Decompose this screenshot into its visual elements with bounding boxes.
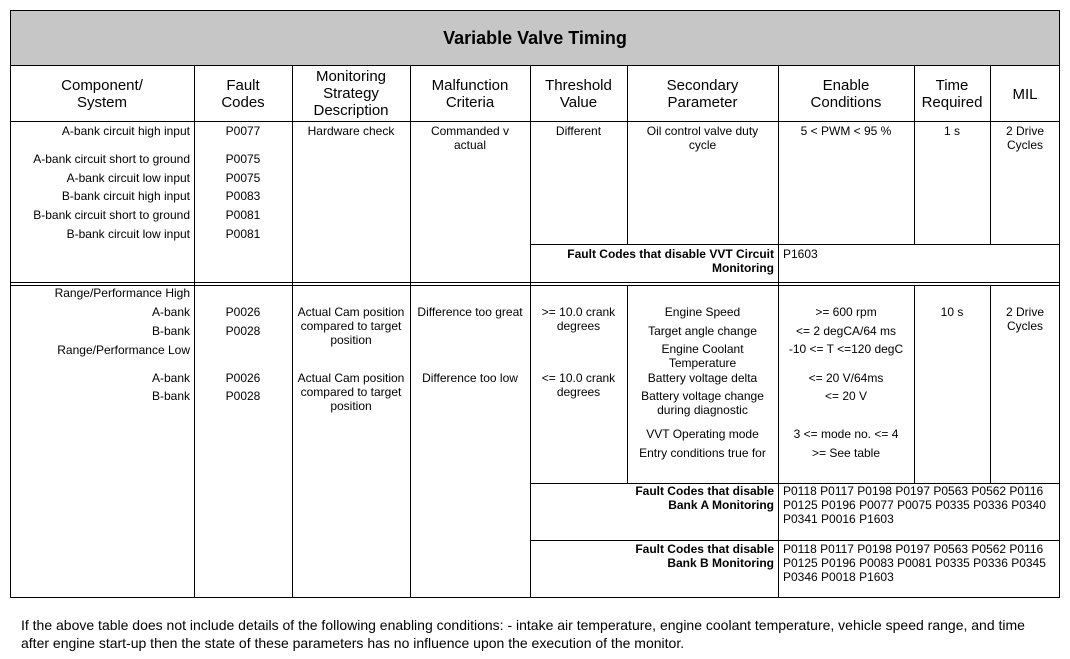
secondary-param: Engine Coolant Temperature: [661, 342, 744, 370]
malfunction-low: Difference too low: [422, 371, 518, 385]
component-item: A-bank circuit high input: [61, 124, 190, 138]
fault-code: P0075: [225, 152, 261, 166]
header-mil: MIL: [1012, 86, 1038, 103]
mil-value: 2 Drive Cycles: [1005, 124, 1044, 152]
secondary-param: VVT Operating mode: [646, 427, 759, 441]
threshold-text: Different: [555, 124, 602, 138]
fault-code: P0077: [225, 124, 261, 138]
range-low-label: Range/Performance Low: [57, 343, 190, 357]
enable-condition: <= 2 degCA/64 ms: [795, 324, 897, 338]
component-item: A-bank circuit short to ground: [33, 152, 190, 166]
secondary-param: Oil control valve duty cycle: [646, 124, 759, 152]
malfunction-text: Commanded v actual: [430, 124, 510, 152]
enable-condition: -10 <= T <=120 degC: [788, 342, 904, 356]
fault-code: P0028: [225, 389, 261, 403]
time-required: 1 s: [943, 124, 960, 138]
enable-condition: >= See table: [811, 446, 881, 460]
secondary-param: Engine Speed: [664, 305, 741, 319]
component-item: B-bank circuit low input: [66, 227, 190, 241]
fault-code: P0028: [225, 324, 261, 338]
header-malfunction: Malfunction Criteria: [431, 77, 509, 111]
secondary-param: Battery voltage delta: [647, 371, 758, 385]
header-fault-codes: Fault Codes: [221, 77, 265, 111]
section-divider-top: [10, 282, 1060, 283]
bank-label: B-bank: [151, 389, 190, 403]
bank-a-disable-label: Fault Codes that disable Bank A Monitoring: [635, 484, 774, 512]
bank-label: A-bank: [151, 371, 190, 385]
circuit-disable-codes: P1603: [783, 247, 818, 261]
enable-condition: 3 <= mode no. <= 4: [793, 427, 899, 441]
header-secondary: Secondary Parameter: [666, 77, 739, 111]
fault-code: P0081: [225, 208, 261, 222]
fault-code: P0083: [225, 189, 261, 203]
bank-b-disable-codes: P0118 P0117 P0198 P0197 P0563 P0562 P0116 P0125 P0196 P0083 P0081 P0335 P0336 P0345 P0346 P0018 P1603: [783, 542, 1046, 584]
table-bottom-rule: [10, 597, 1060, 598]
bank-a-disable-codes: P0118 P0117 P0198 P0197 P0563 P0562 P0116 P0125 P0196 P0077 P0075 P0335 P0336 P0340 P0341 P0016 P1603: [783, 484, 1046, 526]
strategy-text-high: Actual Cam position compared to target position: [297, 305, 405, 347]
header-strategy: Monitoring Strategy Description: [313, 68, 389, 119]
range-high-label: Range/Performance High: [54, 286, 190, 300]
bank-label: A-bank: [151, 305, 190, 319]
threshold-low: <= 10.0 crank degrees: [541, 371, 616, 399]
bank-label: B-bank: [151, 324, 190, 338]
time-required: 10 s: [940, 305, 964, 319]
footnote: If the above table does not include details of the following enabling conditions: - intake air temperature, engine coolant temperature, vehicle speed range, and time after engine start-up then the state of these parameters has no influence upon the execution of the monitor.: [21, 617, 1025, 651]
circuit-disable-label: Fault Codes that disable VVT Circuit Monitoring: [567, 247, 774, 275]
secondary-param: Battery voltage change during diagnostic: [641, 389, 764, 417]
strategy-text-low: Actual Cam position compared to target position: [297, 371, 405, 413]
malfunction-high: Difference too great: [417, 305, 523, 319]
fault-code: P0081: [225, 227, 261, 241]
strategy-text: Hardware check: [307, 124, 395, 138]
table-title: Variable Valve Timing: [10, 10, 1060, 66]
circuit-disable-top-rule: [530, 244, 1060, 245]
header-bottom-rule: [10, 121, 1060, 122]
enable-condition: >= 600 rpm: [815, 305, 877, 319]
header-component: Component/ System: [61, 77, 143, 111]
header-time: Time Required: [921, 77, 983, 111]
fault-code: P0026: [225, 371, 261, 385]
component-item: B-bank circuit high input: [61, 189, 190, 203]
bank-b-disable-top-rule: [530, 540, 1060, 541]
bank-b-disable-label: Fault Codes that disable Bank B Monitoring: [635, 542, 774, 570]
header-threshold: Threshold Value: [545, 77, 612, 111]
fault-code: P0026: [225, 305, 261, 319]
mil-value: 2 Drive Cycles: [1005, 305, 1044, 333]
secondary-param: Entry conditions true for: [639, 446, 766, 460]
threshold-high: >= 10.0 crank degrees: [541, 305, 616, 333]
enable-condition: <= 20 V/64ms: [808, 371, 884, 385]
enable-condition: 5 < PWM < 95 %: [800, 124, 892, 138]
enable-condition: <= 20 V: [824, 389, 868, 403]
component-item: B-bank circuit short to ground: [33, 208, 190, 222]
fault-code: P0075: [225, 171, 261, 185]
component-item: A-bank circuit low input: [66, 171, 190, 185]
header-enable: Enable Conditions: [810, 77, 882, 111]
secondary-param: Target angle change: [648, 324, 757, 338]
